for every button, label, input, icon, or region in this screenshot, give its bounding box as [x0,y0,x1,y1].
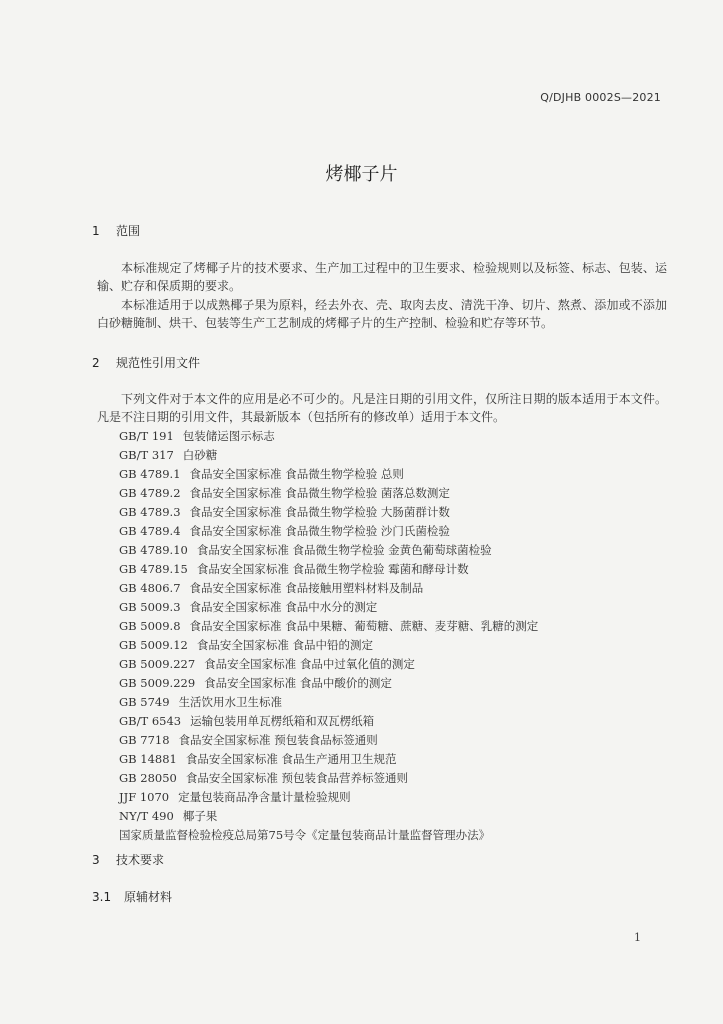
reference-code: GB 28050 [119,771,177,785]
page-title: 烤椰子片 [325,164,398,185]
section-heading-references [92,354,200,371]
section-title: 范围 [116,224,141,238]
reference-item [119,484,538,503]
reference-code: GB 5009.12 [119,638,188,652]
page-number: 1 [634,931,641,944]
reference-title: 国家质量监督检验检疫总局第75号令《定量包装商品计量监督管理办法》 [119,828,491,842]
reference-code: GB 5009.229 [119,676,196,690]
section-title: 技术要求 [116,853,165,867]
reference-title: 食品安全国家标准 食品中酸价的测定 [204,676,392,690]
reference-code: GB 7718 [119,733,170,747]
reference-code: GB/T 317 [119,448,174,462]
reference-item [119,807,538,826]
standard-code: Q/DJHB 0002S—2021 [540,91,661,104]
reference-title: 椰子果 [182,809,218,823]
section-heading-technical [92,851,164,868]
reference-title: 定量包装商品净含量计量检验规则 [178,790,351,804]
reference-title: 运输包装用单瓦楞纸箱和双瓦楞纸箱 [190,714,375,728]
section-title: 原辅材料 [124,890,173,904]
reference-item [119,712,538,731]
reference-item [119,693,538,712]
section-heading-scope [92,222,140,239]
reference-code: GB 5009.8 [119,619,181,633]
reference-item [119,826,538,845]
reference-title: 食品安全国家标准 食品微生物学检验 大肠菌群计数 [189,505,450,519]
scope-paragraph-1: 本标准规定了烤椰子片的技术要求、生产加工过程中的卫生要求、检验规则以及标签、标志、包装、运输、贮存和保质期的要求。 [97,261,667,293]
reference-item [119,788,538,807]
reference-title: 生活饮用水卫生标准 [178,695,283,709]
reference-item [119,446,538,465]
reference-title: 食品安全国家标准 食品中铅的测定 [196,638,374,652]
reference-title: 食品安全国家标准 食品微生物学检验 金黄色葡萄球菌检验 [196,543,492,557]
reference-item [119,522,538,541]
reference-title: 食品安全国家标准 食品中果糖、葡萄糖、蔗糖、麦芽糖、乳糖的测定 [189,619,539,633]
reference-title: 食品安全国家标准 食品微生物学检验 霉菌和酵母计数 [196,562,469,576]
reference-item [119,598,538,617]
reference-title: 食品安全国家标准 食品微生物学检验 总则 [189,467,404,481]
reference-title: 食品安全国家标准 预包装食品标签通则 [178,733,378,747]
reference-item [119,769,538,788]
reference-item [119,560,538,579]
reference-code: GB 14881 [119,752,177,766]
reference-code: JJF 1070 [119,790,170,804]
reference-title: 包装储运图示标志 [182,429,275,443]
reference-item [119,750,538,769]
scope-paragraph-2: 本标准适用于以成熟椰子果为原料，经去外衣、壳、取肉去皮、清洗干净、切片、熬煮、添加或不添加白砂糖腌制、烘干、包装等生产工艺制成的烤椰子片的生产控制、检验和贮存等环节。 [97,298,667,330]
reference-code: GB/T 191 [119,429,174,443]
reference-item [119,617,538,636]
reference-code: GB 5009.227 [119,657,196,671]
reference-title: 食品安全国家标准 食品微生物学检验 沙门氏菌检验 [189,524,450,538]
reference-code: GB 4789.15 [119,562,188,576]
reference-code: GB 4806.7 [119,581,181,595]
reference-item [119,731,538,750]
reference-item [119,636,538,655]
reference-code: GB/T 6543 [119,714,182,728]
reference-title: 白砂糖 [182,448,218,462]
reference-item [119,674,538,693]
section-number: 3 [92,853,100,867]
reference-item [119,427,538,446]
references-intro: 下列文件对于本文件的应用是必不可少的。凡是注日期的引用文件，仅所注日期的版本适用于本文件。凡是不注日期的引用文件，其最新版本（包括所有的修改单）适用于本文件。 [97,392,667,424]
section-number: 1 [92,224,100,238]
reference-title: 食品安全国家标准 预包装食品营养标签通则 [185,771,409,785]
reference-item [119,579,538,598]
reference-code: GB 4789.3 [119,505,181,519]
section-number: 2 [92,356,100,370]
reference-code: GB 4789.2 [119,486,181,500]
reference-title: 食品安全国家标准 食品微生物学检验 菌落总数测定 [189,486,450,500]
reference-code: GB 5009.3 [119,600,181,614]
reference-item [119,541,538,560]
reference-code: NY/T 490 [119,809,174,823]
reference-title: 食品安全国家标准 食品中水分的测定 [189,600,378,614]
reference-item [119,465,538,484]
reference-title: 食品安全国家标准 食品生产通用卫生规范 [185,752,397,766]
reference-code: GB 4789.10 [119,543,188,557]
section-title: 规范性引用文件 [116,356,201,370]
section-number: 3.1 [92,890,112,904]
reference-list [119,427,538,845]
reference-code: GB 5749 [119,695,170,709]
reference-item [119,503,538,522]
reference-code: GB 4789.4 [119,524,181,538]
reference-title: 食品安全国家标准 食品接触用塑料材料及制品 [189,581,424,595]
reference-code: GB 4789.1 [119,467,181,481]
subsection-heading-materials [92,888,172,905]
reference-title: 食品安全国家标准 食品中过氧化值的测定 [204,657,415,671]
reference-item [119,655,538,674]
